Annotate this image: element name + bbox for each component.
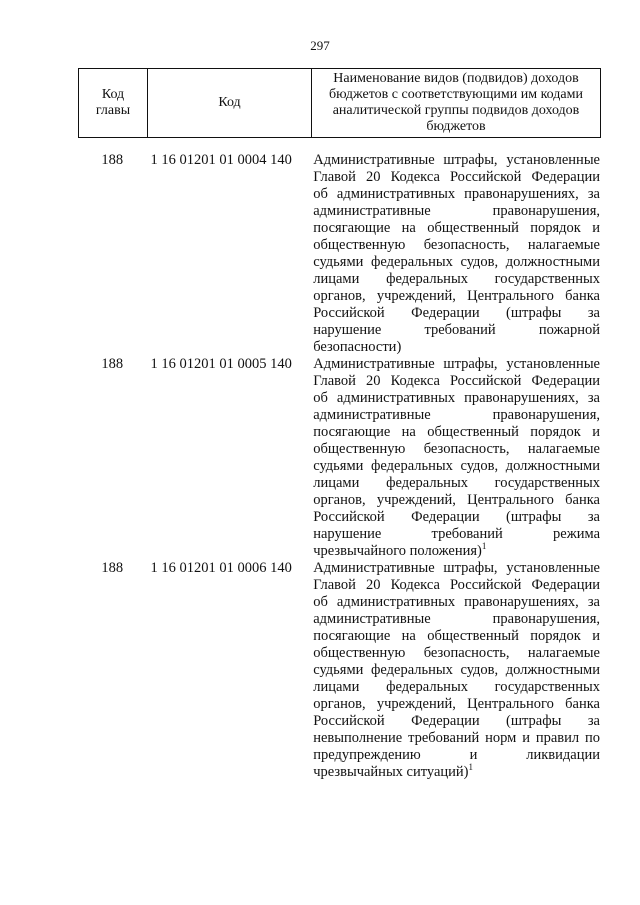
description-line: органов, учреждений, Центрального банка	[313, 492, 600, 508]
chapter-code: 188	[101, 560, 124, 576]
description-line: общественную безопасность, налагаемые	[313, 645, 600, 661]
description-line: чрезвычайного положения)$^1$	[313, 541, 487, 559]
description-line: об административных правонарушениях, за	[313, 594, 600, 610]
description-line: судьями федеральных судов, должностными	[313, 662, 600, 678]
chapter-code: 188	[101, 356, 124, 372]
description-line: Российской Федерации (штрафы за	[313, 713, 600, 729]
header-name: Наименование видов (подвидов) доходов бюджетов с соответствующими им кодами аналитической группы подвидов доходов бюджетов	[312, 69, 601, 138]
description-line: нарушение требований режима	[313, 526, 600, 542]
description-line: Административные штрафы, установленные	[313, 560, 600, 576]
description-line: органов, учреждений, Центрального банка	[313, 696, 600, 712]
revenue-description	[313, 356, 600, 560]
description-line: лицами федеральных государственных	[313, 475, 600, 491]
description-line: Административные штрафы, установленные	[313, 152, 600, 168]
revenue-description	[313, 560, 600, 781]
description-line: административные правонарушения,	[313, 611, 600, 627]
description-line: посягающие на общественный порядок и	[313, 220, 600, 236]
revenue-code: 1 16 01201 01 0006 140	[150, 560, 292, 576]
footnote-marker: 1	[468, 762, 473, 772]
description-line: Административные штрафы, установленные	[313, 356, 600, 372]
table-row	[78, 560, 600, 781]
description-line: административные правонарушения,	[313, 203, 600, 219]
revenue-code: 1 16 01201 01 0005 140	[150, 356, 292, 372]
description-line: судьями федеральных судов, должностными	[313, 254, 600, 270]
table-row	[78, 152, 600, 356]
chapter-code: 188	[101, 152, 124, 168]
description-line: нарушение требований пожарной	[313, 322, 600, 338]
description-line: Российской Федерации (штрафы за	[313, 305, 600, 321]
description-line: лицами федеральных государственных	[313, 679, 600, 695]
description-line: административные правонарушения,	[313, 407, 600, 423]
revenue-description	[313, 152, 600, 356]
table-body	[78, 152, 600, 781]
header-code: Код	[148, 69, 312, 138]
description-line: общественную безопасность, налагаемые	[313, 441, 600, 457]
description-line: общественную безопасность, налагаемые	[313, 237, 600, 253]
description-line: невыполнение требований норм и правил по	[313, 730, 600, 746]
description-line: безопасности)	[313, 339, 402, 355]
description-line: об административных правонарушениях, за	[313, 390, 600, 406]
description-line: предупреждению и ликвидации	[313, 747, 600, 763]
description-line: об административных правонарушениях, за	[313, 186, 600, 202]
description-line: Главой 20 Кодекса Российской Федерации	[313, 373, 600, 389]
header-chapter-code: Код главы	[79, 69, 148, 138]
description-line: Главой 20 Кодекса Российской Федерации	[313, 169, 600, 185]
description-line: посягающие на общественный порядок и	[313, 628, 600, 644]
table-header	[78, 68, 601, 138]
table-row	[78, 356, 600, 560]
description-line: судьями федеральных судов, должностными	[313, 458, 600, 474]
revenue-code: 1 16 01201 01 0004 140	[150, 152, 292, 168]
description-line: Главой 20 Кодекса Российской Федерации	[313, 577, 600, 593]
footnote-marker: 1	[481, 541, 487, 551]
description-line: органов, учреждений, Центрального банка	[313, 288, 600, 304]
description-line: Российской Федерации (штрафы за	[313, 509, 600, 525]
page-number: 297	[310, 38, 330, 53]
description-line: лицами федеральных государственных	[313, 271, 600, 287]
description-line: посягающие на общественный порядок и	[313, 424, 600, 440]
description-line: чрезвычайных ситуаций)$^1$	[313, 762, 473, 780]
